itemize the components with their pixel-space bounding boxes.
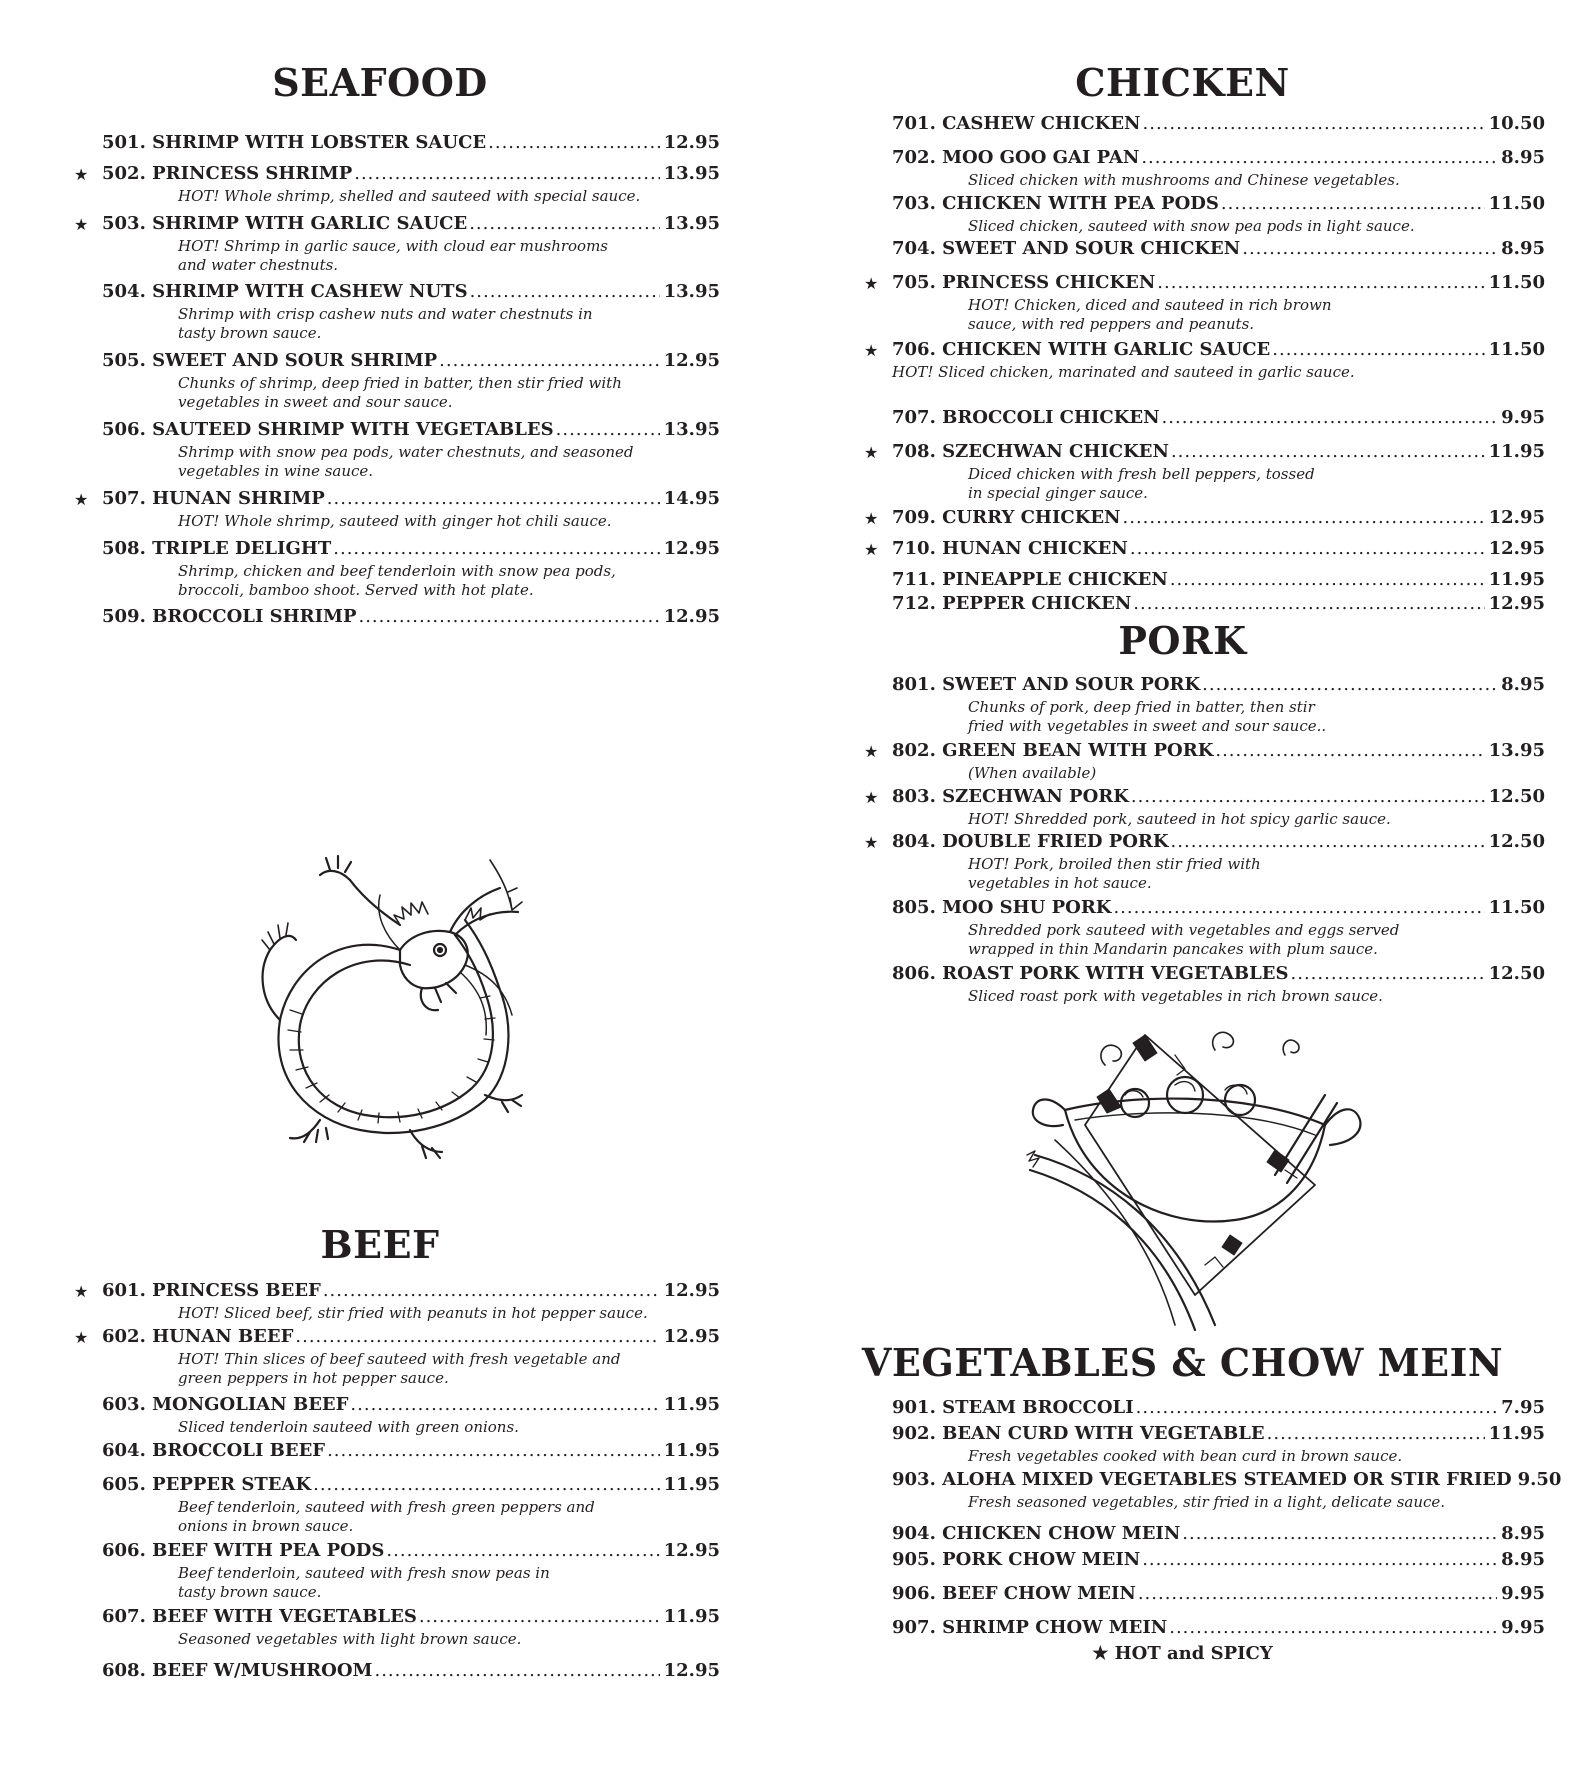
menu-item — [892, 1397, 1545, 1421]
menu-item-line — [892, 593, 1545, 617]
menu-item-description: tasty brown sauce. — [178, 324, 322, 342]
menu-item-line — [892, 113, 1545, 137]
menu-item-name: 803. SZECHWAN PORK — [892, 786, 1129, 807]
menu-item-description: HOT! Whole shrimp, shelled and sauteed with special sauce. — [178, 187, 641, 205]
menu-item — [892, 674, 1545, 736]
menu-item-line — [102, 1474, 720, 1498]
menu-item-line — [892, 786, 1545, 810]
menu-item — [864, 538, 1545, 562]
menu-item-price: 12.95 — [663, 1280, 720, 1301]
dot-leader — [1131, 786, 1485, 807]
menu-item-name: 501. SHRIMP WITH LOBSTER SAUCE — [102, 132, 487, 153]
dot-leader — [313, 1474, 660, 1495]
menu-item-description: broccoli, bamboo shoot. Served with hot plate. — [178, 581, 534, 599]
menu-item — [102, 1394, 720, 1437]
menu-item-price: 12.95 — [663, 132, 720, 153]
menu-item-line — [102, 1280, 720, 1304]
menu-item-line — [892, 963, 1545, 987]
menu-item-line — [102, 419, 720, 443]
menu-item-name: 506. SAUTEED SHRIMP WITH VEGETABLES — [102, 419, 554, 440]
menu-item-line — [892, 1549, 1545, 1573]
dot-leader — [469, 213, 659, 234]
menu-item — [864, 441, 1545, 503]
menu-item-price: 11.95 — [1488, 1423, 1545, 1444]
dot-leader — [1202, 674, 1497, 695]
menu-item-name: 601. PRINCESS BEEF — [102, 1280, 321, 1301]
menu-item-name: 906. BEEF CHOW MEIN — [892, 1583, 1136, 1604]
menu-item-description: Fresh seasoned vegetables, stir fried in a light, delicate sauce. — [968, 1493, 1446, 1511]
menu-item-line — [102, 281, 720, 305]
dot-leader — [1162, 407, 1498, 428]
menu-item-line — [892, 740, 1545, 764]
menu-item-price: 11.50 — [1488, 272, 1545, 293]
menu-item-line — [892, 441, 1545, 465]
menu-item-line — [102, 1606, 720, 1630]
menu-item-description: HOT! Sliced beef, stir fried with peanuts in hot pepper sauce. — [178, 1304, 648, 1322]
menu-item-description: vegetables in wine sauce. — [178, 462, 374, 480]
menu-item-name: 801. SWEET AND SOUR PORK — [892, 674, 1201, 695]
dot-leader — [354, 163, 659, 184]
menu-item-name: 703. CHICKEN WITH PEA PODS — [892, 193, 1219, 214]
menu-item-description: HOT! Shredded pork, sauteed in hot spicy garlic sauce. — [968, 810, 1391, 828]
menu-item — [892, 963, 1545, 1006]
dragon-icon — [250, 840, 540, 1170]
menu-item-line — [892, 1617, 1545, 1641]
menu-item — [74, 1326, 720, 1388]
menu-item — [892, 113, 1545, 137]
menu-item-name: 907. SHRIMP CHOW MEIN — [892, 1617, 1168, 1638]
menu-item-price: 12.95 — [1488, 507, 1545, 528]
seafood-title: SEAFOOD — [272, 60, 488, 105]
menu-item-price: 12.95 — [663, 350, 720, 371]
menu-item-line — [892, 897, 1545, 921]
menu-item — [102, 350, 720, 412]
menu-item-description: Sliced chicken with mushrooms and Chinese vegetables. — [968, 171, 1400, 189]
hot-star-icon: ★ — [864, 788, 879, 807]
menu-item-price: 12.95 — [663, 1326, 720, 1347]
menu-item-price: 12.50 — [1488, 831, 1545, 852]
hot-spicy-footnote: ★ HOT and SPICY — [1092, 1643, 1273, 1664]
dot-leader — [1272, 339, 1484, 360]
dot-leader — [1133, 593, 1484, 614]
menu-item-name: 707. BROCCOLI CHICKEN — [892, 407, 1160, 428]
menu-item-line — [892, 674, 1545, 698]
dot-leader — [1143, 113, 1485, 134]
menu-item-name: 903. ALOHA MIXED VEGETABLES STEAMED OR STIR FRIED — [892, 1469, 1512, 1490]
menu-item-line — [102, 538, 720, 562]
dot-leader — [358, 606, 659, 627]
dot-leader — [470, 281, 660, 302]
hot-star-icon: ★ — [74, 1282, 89, 1301]
menu-item-description: Chunks of shrimp, deep fried in batter, then stir fried with — [178, 374, 622, 392]
menu-item — [74, 488, 720, 531]
menu-item-line — [892, 1523, 1545, 1547]
menu-item-line — [102, 1326, 720, 1350]
menu-item-line — [892, 831, 1545, 855]
menu-item-name: 708. SZECHWAN CHICKEN — [892, 441, 1169, 462]
menu-item-price: 11.50 — [1488, 193, 1545, 214]
dot-leader — [1113, 897, 1484, 918]
menu-item — [892, 1583, 1545, 1607]
menu-item-line — [102, 163, 720, 187]
menu-item-description: Beef tenderloin, sauteed with fresh snow peas in — [178, 1564, 550, 1582]
menu-item-line — [892, 193, 1545, 217]
menu-item-price: 11.95 — [663, 1606, 720, 1627]
menu-item-name: 502. PRINCESS SHRIMP — [102, 163, 353, 184]
menu-item-name: 712. PEPPER CHICKEN — [892, 593, 1132, 614]
menu-item-name: 709. CURRY CHICKEN — [892, 507, 1121, 528]
menu-item-price: 11.50 — [1488, 339, 1545, 360]
menu-item — [864, 786, 1545, 829]
menu-item-price: 11.95 — [663, 1394, 720, 1415]
menu-item-name: 706. CHICKEN WITH GARLIC SAUCE — [892, 339, 1271, 360]
menu-item — [892, 897, 1545, 959]
menu-item-line — [102, 1540, 720, 1564]
menu-item-name: 607. BEEF WITH VEGETABLES — [102, 1606, 417, 1627]
menu-item-description: tasty brown sauce. — [178, 1583, 322, 1601]
menu-item-description: in special ginger sauce. — [968, 484, 1148, 502]
menu-item — [102, 1540, 720, 1602]
menu-item-price: 13.95 — [663, 281, 720, 302]
menu-item-price: 12.95 — [663, 538, 720, 559]
menu-item-line — [892, 407, 1545, 431]
menu-item-line — [102, 213, 720, 237]
dot-leader — [1141, 147, 1497, 168]
menu-item-description: Sliced chicken, sauteed with snow pea pods in light sauce. — [968, 217, 1415, 235]
menu-item-name: 507. HUNAN SHRIMP — [102, 488, 325, 509]
dot-leader — [1291, 963, 1485, 984]
menu-item — [892, 1617, 1545, 1641]
dot-leader — [1169, 1617, 1497, 1638]
menu-item-name: 804. DOUBLE FRIED PORK — [892, 831, 1169, 852]
menu-item-description: Shrimp, chicken and beef tenderloin with snow pea pods, — [178, 562, 616, 580]
menu-item-line — [102, 606, 720, 630]
menu-item — [102, 606, 720, 630]
menu-item-description: Sliced tenderloin sauteed with green onions. — [178, 1418, 519, 1436]
menu-item-name: 603. MONGOLIAN BEEF — [102, 1394, 349, 1415]
menu-item — [102, 1474, 720, 1536]
menu-item-price: 7.95 — [1501, 1397, 1545, 1418]
menu-item-name: 710. HUNAN CHICKEN — [892, 538, 1128, 559]
menu-item — [102, 281, 720, 343]
menu-item-name: 902. BEAN CURD WITH VEGETABLE — [892, 1423, 1265, 1444]
menu-item — [102, 1440, 720, 1464]
menu-item-description: (When available) — [968, 764, 1097, 782]
chicken-title: CHICKEN — [1075, 60, 1290, 105]
menu-item-description: Shredded pork sauteed with vegetables and eggs served — [968, 921, 1400, 939]
menu-item-name: 702. MOO GOO GAI PAN — [892, 147, 1140, 168]
wok-icon — [1025, 1025, 1365, 1335]
menu-item-price: 9.95 — [1501, 1583, 1545, 1604]
menu-item-line — [102, 132, 720, 156]
menu-item-description: fried with vegetables in sweet and sour sauce.. — [968, 717, 1327, 735]
menu-item-line — [102, 1660, 720, 1684]
menu-item-description: vegetables in sweet and sour sauce. — [178, 393, 453, 411]
menu-item-price: 8.95 — [1501, 147, 1545, 168]
hot-star-icon: ★ — [74, 165, 89, 184]
menu-item-line — [102, 1394, 720, 1418]
menu-item-name: 901. STEAM BROCCOLI — [892, 1397, 1134, 1418]
menu-item — [864, 507, 1545, 531]
dot-leader — [1215, 740, 1484, 761]
menu-item-line — [892, 1583, 1545, 1607]
menu-item-name: 608. BEEF W/MUSHROOM — [102, 1660, 373, 1681]
menu-item — [892, 1469, 1562, 1512]
menu-item-description: sauce, with red peppers and peanuts. — [968, 315, 1255, 333]
beef-title: BEEF — [320, 1222, 440, 1267]
hot-star-icon: ★ — [864, 742, 879, 761]
menu-item — [892, 569, 1545, 593]
menu-item-price: 12.95 — [663, 1540, 720, 1561]
menu-item — [892, 1423, 1545, 1466]
dot-leader — [1171, 441, 1485, 462]
dot-leader — [1170, 569, 1485, 590]
dot-leader — [419, 1606, 660, 1627]
menu-item-description: Beef tenderloin, sauteed with fresh green peppers and — [178, 1498, 595, 1516]
vegetables-title: VEGETABLES & CHOW MEIN — [861, 1340, 1504, 1385]
dot-leader — [1130, 538, 1485, 559]
menu-item-description: HOT! Pork, broiled then stir fried with — [968, 855, 1261, 873]
menu-item — [892, 147, 1545, 190]
menu-item-price: 13.95 — [663, 419, 720, 440]
menu-item-description: HOT! Chicken, diced and sauteed in rich brown — [968, 296, 1332, 314]
menu-item-name: 509. BROCCOLI SHRIMP — [102, 606, 357, 627]
menu-item-price: 8.95 — [1501, 1523, 1545, 1544]
menu-item-line — [892, 569, 1545, 593]
menu-item-price: 12.95 — [1488, 593, 1545, 614]
menu-item — [74, 163, 720, 206]
menu-item-description: Sliced roast pork with vegetables in rich brown sauce. — [968, 987, 1383, 1005]
dot-leader — [1136, 1397, 1498, 1418]
hot-star-icon: ★ — [864, 540, 879, 559]
menu-item-line — [892, 1423, 1545, 1447]
menu-item-name: 806. ROAST PORK WITH VEGETABLES — [892, 963, 1289, 984]
dot-leader — [327, 1440, 660, 1461]
menu-item-description: HOT! Sliced chicken, marinated and sauteed in garlic sauce. — [892, 363, 1355, 381]
dot-leader — [1157, 272, 1484, 293]
hot-star-icon: ★ — [864, 833, 879, 852]
menu-item — [864, 339, 1545, 363]
hot-star-icon: ★ — [74, 215, 89, 234]
hot-star-icon: ★ — [74, 1328, 89, 1347]
dot-leader — [556, 419, 660, 440]
menu-item-name: 711. PINEAPPLE CHICKEN — [892, 569, 1168, 590]
menu-item-price: 11.50 — [1488, 897, 1545, 918]
menu-item-name: 606. BEEF WITH PEA PODS — [102, 1540, 385, 1561]
menu-item-description: green peppers in hot pepper sauce. — [178, 1369, 449, 1387]
menu-item-name: 905. PORK CHOW MEIN — [892, 1549, 1141, 1570]
menu-item-line — [892, 147, 1545, 171]
menu-item — [892, 593, 1545, 617]
menu-item — [892, 407, 1545, 431]
menu-item-name: 504. SHRIMP WITH CASHEW NUTS — [102, 281, 468, 302]
menu-item-description: HOT! Whole shrimp, sauteed with ginger hot chili sauce. — [178, 512, 612, 530]
menu-item-name: 503. SHRIMP WITH GARLIC SAUCE — [102, 213, 468, 234]
menu-item-price: 10.50 — [1488, 113, 1545, 134]
menu-item-name: 701. CASHEW CHICKEN — [892, 113, 1141, 134]
menu-item-name: 505. SWEET AND SOUR SHRIMP — [102, 350, 438, 371]
menu-item-price: 11.95 — [663, 1440, 720, 1461]
menu-item-price: 13.95 — [1488, 740, 1545, 761]
menu-item-price: 12.95 — [663, 606, 720, 627]
dot-leader — [327, 488, 660, 509]
menu-item — [864, 272, 1545, 334]
menu-item-name: 602. HUNAN BEEF — [102, 1326, 294, 1347]
menu-item — [892, 1549, 1545, 1573]
menu-item-price: 14.95 — [663, 488, 720, 509]
menu-item-price: 8.95 — [1501, 1549, 1545, 1570]
menu-item-name: 508. TRIPLE DELIGHT — [102, 538, 332, 559]
dot-leader — [1267, 1423, 1485, 1444]
menu-item-description: HOT! Shrimp in garlic sauce, with cloud ear mushrooms — [178, 237, 609, 255]
menu-item-name: 705. PRINCESS CHICKEN — [892, 272, 1156, 293]
menu-item-line — [892, 507, 1545, 531]
dot-leader — [1142, 1549, 1497, 1570]
menu-item — [74, 213, 720, 275]
menu-item — [102, 132, 720, 156]
menu-item-price: 11.95 — [663, 1474, 720, 1495]
hot-star-icon: ★ — [864, 341, 879, 360]
menu-item-name: 605. PEPPER STEAK — [102, 1474, 312, 1495]
menu-item-description: vegetables in hot sauce. — [968, 874, 1152, 892]
menu-item-line — [892, 272, 1545, 296]
menu-item — [892, 193, 1545, 236]
dot-leader — [1182, 1523, 1497, 1544]
dot-leader — [386, 1540, 659, 1561]
dot-leader — [488, 132, 660, 153]
menu-item-price: 12.95 — [1488, 538, 1545, 559]
menu-item-price: 11.95 — [1488, 441, 1545, 462]
menu-item-line — [102, 350, 720, 374]
hot-star-icon: ★ — [74, 490, 89, 509]
menu-item-line — [892, 339, 1545, 363]
menu-item-price: 13.95 — [663, 213, 720, 234]
menu-item-description: wrapped in thin Mandarin pancakes with plum sauce. — [968, 940, 1378, 958]
menu-item-name: 805. MOO SHU PORK — [892, 897, 1112, 918]
menu-item — [102, 538, 720, 600]
menu-item — [864, 740, 1545, 783]
dot-leader — [1221, 193, 1485, 214]
menu-item-name: 604. BROCCOLI BEEF — [102, 1440, 326, 1461]
menu-item-price: 9.95 — [1501, 407, 1545, 428]
menu-item-description: Fresh vegetables cooked with bean curd in brown sauce. — [968, 1447, 1403, 1465]
menu-item — [864, 831, 1545, 893]
menu-item-price: 12.50 — [1488, 963, 1545, 984]
menu-item-description: Chunks of pork, deep fried in batter, then stir — [968, 698, 1315, 716]
menu-item-price: 13.95 — [663, 163, 720, 184]
menu-item — [102, 1606, 720, 1649]
menu-item-name: 704. SWEET AND SOUR CHICKEN — [892, 238, 1241, 259]
dot-leader — [333, 538, 659, 559]
menu-item-line — [102, 488, 720, 512]
menu-item — [102, 419, 720, 481]
dot-leader — [1123, 507, 1485, 528]
menu-item-description: Diced chicken with fresh bell peppers, tossed — [968, 465, 1315, 483]
dot-leader — [350, 1394, 659, 1415]
menu-item-line — [892, 1469, 1562, 1493]
hot-star-icon: ★ — [864, 274, 879, 293]
pork-title: PORK — [1118, 618, 1247, 663]
menu-item-line — [892, 538, 1545, 562]
menu-item-description: onions in brown sauce. — [178, 1517, 354, 1535]
menu-item-price: 9.95 — [1501, 1617, 1545, 1638]
menu-item — [892, 238, 1545, 262]
dot-leader — [295, 1326, 659, 1347]
hot-star-icon: ★ — [864, 509, 879, 528]
menu-item-description: HOT! Thin slices of beef sauteed with fresh vegetable and — [178, 1350, 621, 1368]
dot-leader — [1138, 1583, 1497, 1604]
menu-item-description: Shrimp with snow pea pods, water chestnuts, and seasoned — [178, 443, 634, 461]
menu-item-price: 11.95 — [1488, 569, 1545, 590]
menu-item-name: 802. GREEN BEAN WITH PORK — [892, 740, 1214, 761]
dot-leader — [439, 350, 659, 371]
menu-item-description: Shrimp with crisp cashew nuts and water chestnuts in — [178, 305, 593, 323]
dot-leader — [374, 1660, 659, 1681]
menu-item — [74, 1280, 720, 1323]
menu-item-name: 904. CHICKEN CHOW MEIN — [892, 1523, 1181, 1544]
menu-item — [892, 1523, 1545, 1547]
menu-item-price: 8.95 — [1501, 674, 1545, 695]
menu-item-price: 9.50 — [1517, 1469, 1562, 1490]
menu-item-line — [892, 238, 1545, 262]
dot-leader — [1171, 831, 1485, 852]
dot-leader — [1242, 238, 1497, 259]
menu-item-price: 12.50 — [1488, 786, 1545, 807]
menu-item — [102, 1660, 720, 1684]
hot-star-icon: ★ — [864, 443, 879, 462]
menu-item-price: 8.95 — [1501, 238, 1545, 259]
menu-item-line — [102, 1440, 720, 1464]
menu-item-description: Seasoned vegetables with light brown sauce. — [178, 1630, 522, 1648]
menu-item-description: and water chestnuts. — [178, 256, 339, 274]
menu-item-price: 12.95 — [663, 1660, 720, 1681]
menu-item-line — [892, 1397, 1545, 1421]
dot-leader — [323, 1280, 660, 1301]
